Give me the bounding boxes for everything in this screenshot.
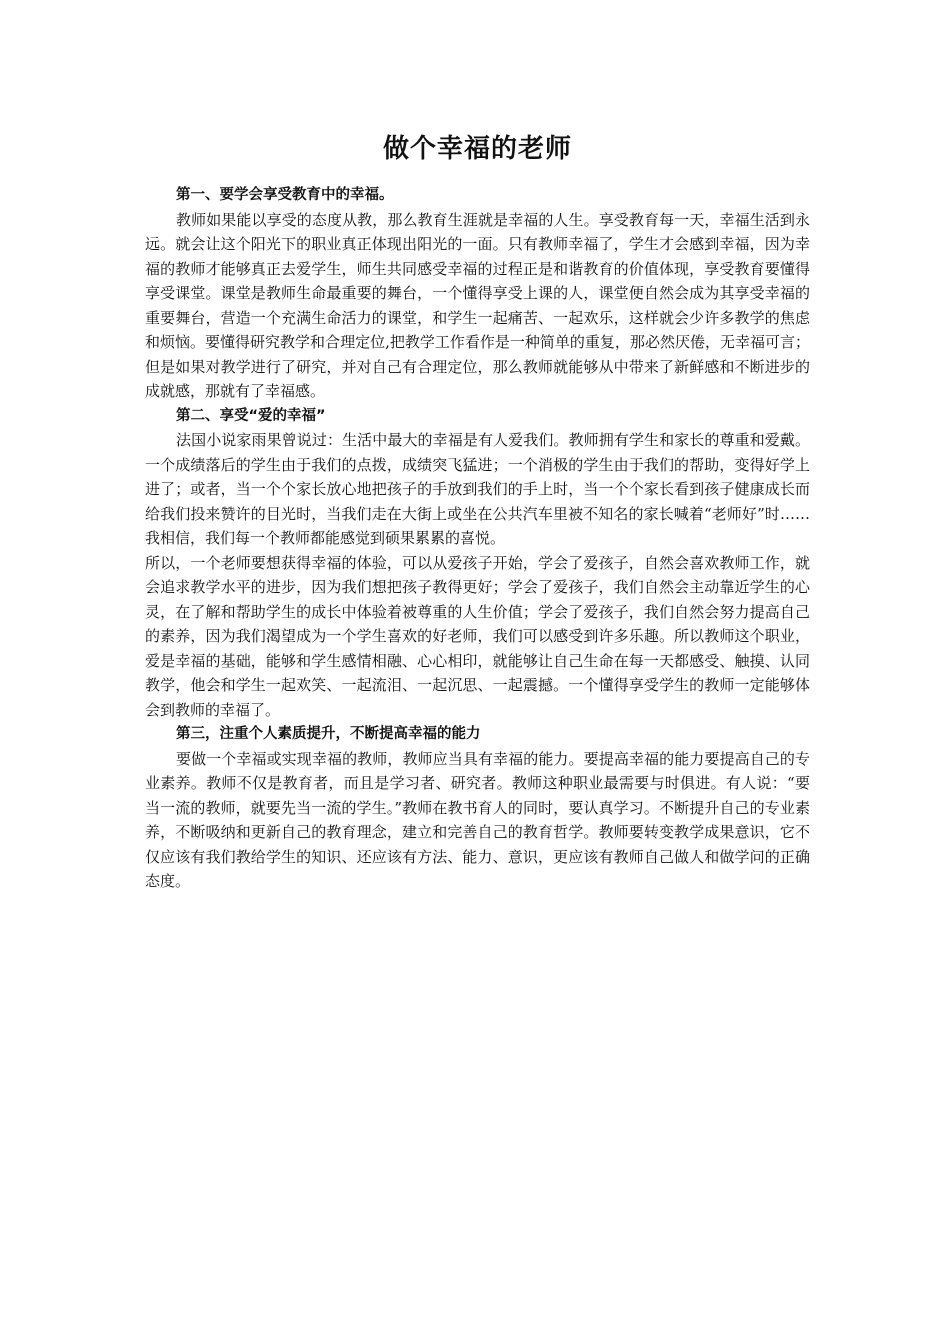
section-2 bbox=[145, 404, 810, 723]
section-3 bbox=[145, 722, 810, 894]
section-paragraph: 教师如果能以享受的态度从教，那么教育生涯就是幸福的人生。享受教育每一天，幸福生活到永远。就会让这个阳光下的职业真正体现出阳光的一面。只有教师幸福了，学生才会感到幸福，因为幸福的教师才能够真正去爱学生，师生共同感受幸福的过程正是和谐教育的价值体现，享受教育要懂得享受课堂。课堂是教师生命最重要的舞台，一个懂得享受上课的人，课堂便自然会成为其享受幸福的重要舞台，营造一个充满生命活力的课堂，和学生一起痛苦、一起欢乐，这样就会少许多教学的焦虑和烦恼。要懂得研究教学和合理定位,把教学工作看作是一种简单的重复，那必然厌倦，无幸福可言；但是如果对教学进行了研究，并对自己有合理定位，那么教师就能够从中带来了新鲜感和不断进步的成就感，那就有了幸福感。 bbox=[145, 210, 810, 400]
section-heading: 第二、享受“爱的幸福” bbox=[176, 407, 326, 424]
section-1 bbox=[145, 183, 810, 404]
section-paragraph: 所以，一个老师要想获得幸福的体验，可以从爱孩子开始，学会了爱孩子，自然会喜欢教师工作，就会追求教学水平的进步，因为我们想把孩子教得更好；学会了爱孩子，我们自然会主动靠近学生的心灵，在了解和帮助学生的成长中体验着被尊重的人生价值；学会了爱孩子，我们自然会努力提高自己的素养，因为我们渴望成为一个学生喜欢的好老师，我们可以感受到许多乐趣。所以教师这个职业，爱是幸福的基础，能够和学生感情相融、心心相印，就能够让自己生命在每一天都感受、触摸、认同教学，他会和学生一起欢笑、一起流泪、一起沉思、一起震撼。一个懂得享受学生的教师一定能够体会到教师的幸福了。 bbox=[145, 553, 810, 719]
document-title: 做个幸福的老师 bbox=[382, 134, 572, 164]
section-paragraph: 法国小说家雨果曾说过：生活中最大的幸福是有人爱我们。教师拥有学生和家长的尊重和爱戴。一个成绩落后的学生由于我们的点拨，成绩突飞猛进；一个消极的学生由于我们的帮助，变得好学上进了；或者，当一个个家长放心地把孩子的手放到我们的手上时，当一个个家长看到孩子健康成长而给我们投来赞许的目光时，当我们走在大街上或坐在公共汽车里被不知名的家长喊着“老师好”时……我相信，我们每一个教师都能感觉到硕果累累的喜悦。 bbox=[145, 431, 810, 547]
section-paragraph: 要做一个幸福或实现幸福的教师，教师应当具有幸福的能力。要提高幸福的能力要提高自己的专业素养。教师不仅是教育者，而且是学习者、研究者。教师这种职业最需要与时俱进。有人说：“要当一流的教师，就要先当一流的学生。”教师在教书育人的同时，要认真学习。不断提升自己的专业素养，不断吸纳和更新自己的教育理念，建立和完善自己的教育哲学。教师要转变教学成果意识，它不仅应该有我们教给学生的知识、还应该有方法、能力、意识，更应该有教师自己做人和做学问的正确态度。 bbox=[145, 749, 810, 890]
section-heading: 第一、要学会享受教育中的幸福。 bbox=[176, 187, 394, 203]
section-heading: 第三，注重个人素质提升，不断提高幸福的能力 bbox=[176, 726, 481, 742]
